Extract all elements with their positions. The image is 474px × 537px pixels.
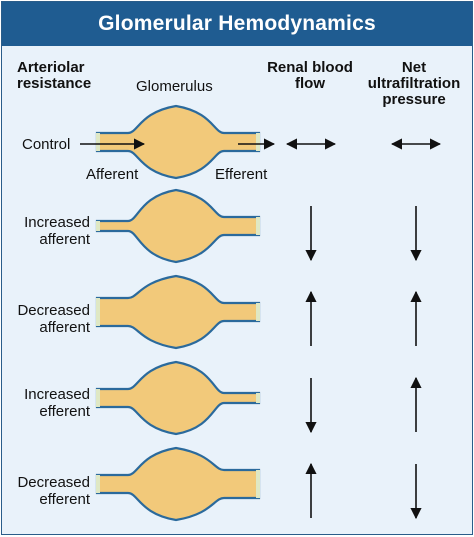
row-1-label-line-1: Increased [24, 214, 90, 231]
header-glomerulus: Glomerulus [136, 78, 213, 95]
efferent-end-cap-row-2 [256, 303, 260, 321]
afferent-end-cap-row-2 [96, 298, 100, 326]
row-label-control: Control [22, 136, 71, 153]
afferent-end-cap-row-0 [96, 133, 100, 151]
efferent-end-cap-row-3 [256, 393, 260, 403]
header-arteriolar-line-2: resistance [17, 75, 92, 92]
row-4-label-line-2: efferent [39, 491, 90, 508]
efferent-end-cap-row-4 [256, 470, 260, 498]
header-rbf-line-2: flow [295, 75, 325, 92]
afferent-end-cap-row-4 [96, 475, 100, 493]
efferent-end-cap-row-0 [256, 133, 260, 151]
header-nup-line-3: pressure [382, 91, 446, 108]
diagram-frame [1, 1, 473, 535]
glomerulus-vessel-row-1 [97, 190, 259, 262]
row-3-label-line-1: Increased [24, 386, 90, 403]
row-1-label-line-2: afferent [39, 231, 90, 248]
afferent-end-cap-row-1 [96, 221, 100, 231]
header-rbf-line-1: Renal blood [267, 59, 353, 76]
row-3-label-line-2: efferent [39, 403, 90, 420]
row-4-label-line-1: Decreased [17, 474, 90, 491]
row-2-label-line-1: Decreased [17, 302, 90, 319]
efferent-end-cap-row-1 [256, 217, 260, 235]
header-arteriolar-line-1: Arteriolar [17, 59, 85, 76]
glomerulus-diagram-art [2, 2, 472, 534]
efferent-label: Efferent [215, 166, 268, 183]
glomerulus-vessel-row-3 [97, 362, 259, 434]
diagram-title: Glomerular Hemodynamics [98, 12, 376, 35]
glomerulus-vessel-row-2 [97, 276, 259, 348]
glomerulus-vessel-row-0 [97, 106, 259, 178]
afferent-label: Afferent [86, 166, 139, 183]
glomerulus-vessel-row-4 [97, 448, 259, 520]
afferent-end-cap-row-3 [96, 389, 100, 407]
header-nup-line-2: ultrafiltration [367, 75, 461, 92]
header-nup-line-1: Net [401, 59, 427, 76]
row-2-label-line-2: afferent [39, 319, 90, 336]
